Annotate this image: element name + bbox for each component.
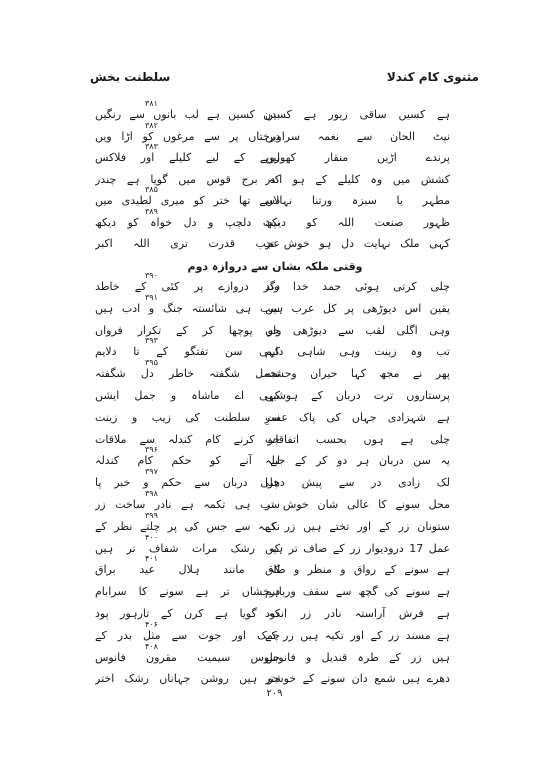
verse-second-hemistich: سب ہی شائستہ جنگ و ادب ہیں	[95, 301, 280, 315]
verse-first-hemistich: وہی اگلی لقب سے دیوڑھی واں	[265, 323, 450, 337]
verse-number: ۳۸۵	[145, 185, 158, 194]
verse-first-hemistich: مطہر یا سبزہ ورتنا نہالاں	[265, 194, 450, 207]
verse-first-hemistich: پھر نے مجھ کہا حیران وحشتہ	[265, 367, 450, 381]
verse-second-hemistich: جو ہیں روشن جہاناں رشک اختر	[95, 672, 280, 686]
verse-first-hemistich: ہے فرش آراستہ نادر زر اندود	[265, 607, 450, 620]
verse-number: ۳۹۰	[145, 271, 158, 280]
running-header-right: مثنوی کام کندلا	[386, 70, 479, 84]
running-header-left: سلطنت بخش	[90, 70, 171, 84]
verse-second-hemistich: چمک اور جوت سے مثل بدر کے	[95, 628, 280, 642]
verse-number: ۴۰۰	[145, 532, 158, 542]
verse-second-hemistich: کہی اے ماشاہ و جمل ایشں	[95, 389, 280, 402]
verse-number: ۳۸۲	[145, 120, 158, 130]
verse-second-hemistich: جلوس سیمیت مقرون فانوس	[95, 650, 280, 664]
verse-second-hemistich: دگر دروازے پر کئی کے خاطد	[95, 280, 280, 293]
verse-second-hemistich: بدن کسیں ہے لب بانوں سے رنگیں	[95, 108, 280, 121]
verse-first-hemistich: پرستاروں ترت دربان کے ہوشیں	[265, 389, 450, 402]
verse-first-hemistich: ہے کسیں ساقی زیور ہے کسیں	[265, 108, 450, 121]
verse-first-hemistich: ہے سونے کے رواق و منظر و طاق	[265, 563, 450, 577]
verse-second-hemistich: جو کرنے کام کندلہ سے ملاقات	[95, 432, 280, 446]
verse-number: ۳۸۳	[145, 142, 158, 151]
page-number: ۲۰۹	[266, 688, 283, 699]
verse-number: ۴۰۸	[145, 641, 158, 651]
verse-number: ۳۸۱	[145, 99, 158, 108]
verse-first-hemistich: محل سونے کا عالی شان خوش تر	[265, 498, 450, 511]
verse-second-hemistich: کہ رشک مرات شفاف تر ہیں	[95, 541, 280, 555]
section-heading: وقتی ملکہ بشان سے دروازہ دوم	[187, 260, 363, 273]
verse-second-hemistich: دسے تھا ختر کو میری لطیدی میں	[95, 194, 280, 207]
verse-second-hemistich: سب ہی تکمہ ہے نادر ساخت زر	[95, 498, 280, 511]
verse-second-hemistich: تجمل شگفتہ خاطر دل شگفتہ	[95, 367, 280, 381]
verse-second-hemistich: کہ برج قوس میں گویا ہے چندر	[95, 172, 280, 186]
verse-second-hemistich: عجب قدرت تری اللہ اکبر	[95, 237, 280, 250]
verse-number: ۳۹۱	[145, 292, 158, 302]
verse-second-hemistich: نکمہ سے جس کی پر چلتے نظر کے	[95, 519, 280, 533]
verse-first-hemistich: ہے مسند زر کے اور تکیہ ہیں زر کے	[265, 628, 450, 642]
verse-first-hemistich: ہیں زر کے طرہ قندیل و فانوس	[265, 650, 450, 664]
verse-second-hemistich: سرِ سلطنت کی زیب و زینت	[95, 410, 280, 424]
verse-first-hemistich: ستونان زر کے اور تختے ہیں زر کے	[265, 519, 450, 533]
verse-first-hemistich: ہے شہزادی جہاں کی پاک عفت	[265, 410, 450, 424]
verse-first-hemistich: یقین اس دیوڑھی پر کل عرب ہیں	[265, 301, 450, 315]
verse-first-hemistich: چلی کرتی ہوئی حمد خدا وند	[265, 280, 450, 293]
verse-number: ۳۹۵	[145, 358, 158, 368]
verse-second-hemistich: جو پوچھا کر کے تکرار فرواں	[95, 323, 280, 337]
verse-number: ۴۰۱	[145, 554, 158, 564]
verse-number: ۳۸۹	[145, 206, 158, 216]
verse-number: ۴۰۶	[145, 619, 158, 629]
verse-second-hemistich: لے آنے کو حکم کام کندلہ	[95, 454, 280, 468]
verse-first-hemistich: لک زادی در سے پیش دھرا	[265, 476, 450, 490]
verse-second-hemistich: کہ گویا ہے کرن کے تارہور پود	[95, 607, 280, 620]
verse-first-hemistich: چلی ہے ہوں بحسب اتفاقات	[265, 432, 450, 446]
verse-first-hemistich: ہے سونے کی گچھ سے سقف ورباہم	[265, 585, 450, 599]
verse-first-hemistich: عمل 17 درودیوار زر کے صاف تر ہیں	[265, 541, 450, 555]
verse-first-hemistich: کشش میں وہ کلیلے کے ہو اندر	[265, 172, 450, 186]
verse-number: ۳۹۹	[145, 510, 158, 520]
verse-first-hemistich: پرندے اڑیں منقار کھولیں	[265, 151, 450, 164]
verse-first-hemistich: کہی ملک نہایت دل ہو خوش تر	[265, 237, 450, 250]
verse-second-hemistich: چلی دربان سے حکم و خبر پا	[95, 476, 280, 490]
verse-second-hemistich: درختاں پر سے مرغوں کو اڑا ویں	[95, 129, 280, 143]
verse-first-hemistich: ظہور صنعت اللہ کو دیکھ	[265, 215, 450, 229]
verse-second-hemistich: نپٹ دلچپ و دل خواہ کو دیکھ	[95, 215, 280, 229]
verse-second-hemistich: درخشاں تر ہے سونے کا سرابام	[95, 585, 280, 599]
verse-first-hemistich: تب وہ زینت وہی شاہی دایم	[265, 345, 450, 359]
verse-second-hemistich: کہ مانند ہلال عید براق	[95, 563, 280, 577]
verse-first-hemistich: یہ سن دربان ہر دو کر کے جبلہ	[265, 454, 450, 468]
verse-number: ۳۹۷	[145, 467, 158, 477]
verse-second-hemistich: کہی سن تفتگو کے تا دلایم	[95, 345, 280, 359]
verse-second-hemistich: روپے کے لیے کلیلے اور فلاکس	[95, 151, 280, 164]
verse-number: ۳۹۸	[145, 489, 158, 498]
verse-number: ۳۹۳	[145, 336, 158, 346]
verse-first-hemistich: دھرے ہیں شمع دان سونے کے خوشتر	[265, 672, 450, 686]
verse-first-hemistich: نپٹ الحان سے نغمہ سراویں	[265, 129, 450, 143]
verse-number: ۳۹۶	[145, 445, 158, 455]
